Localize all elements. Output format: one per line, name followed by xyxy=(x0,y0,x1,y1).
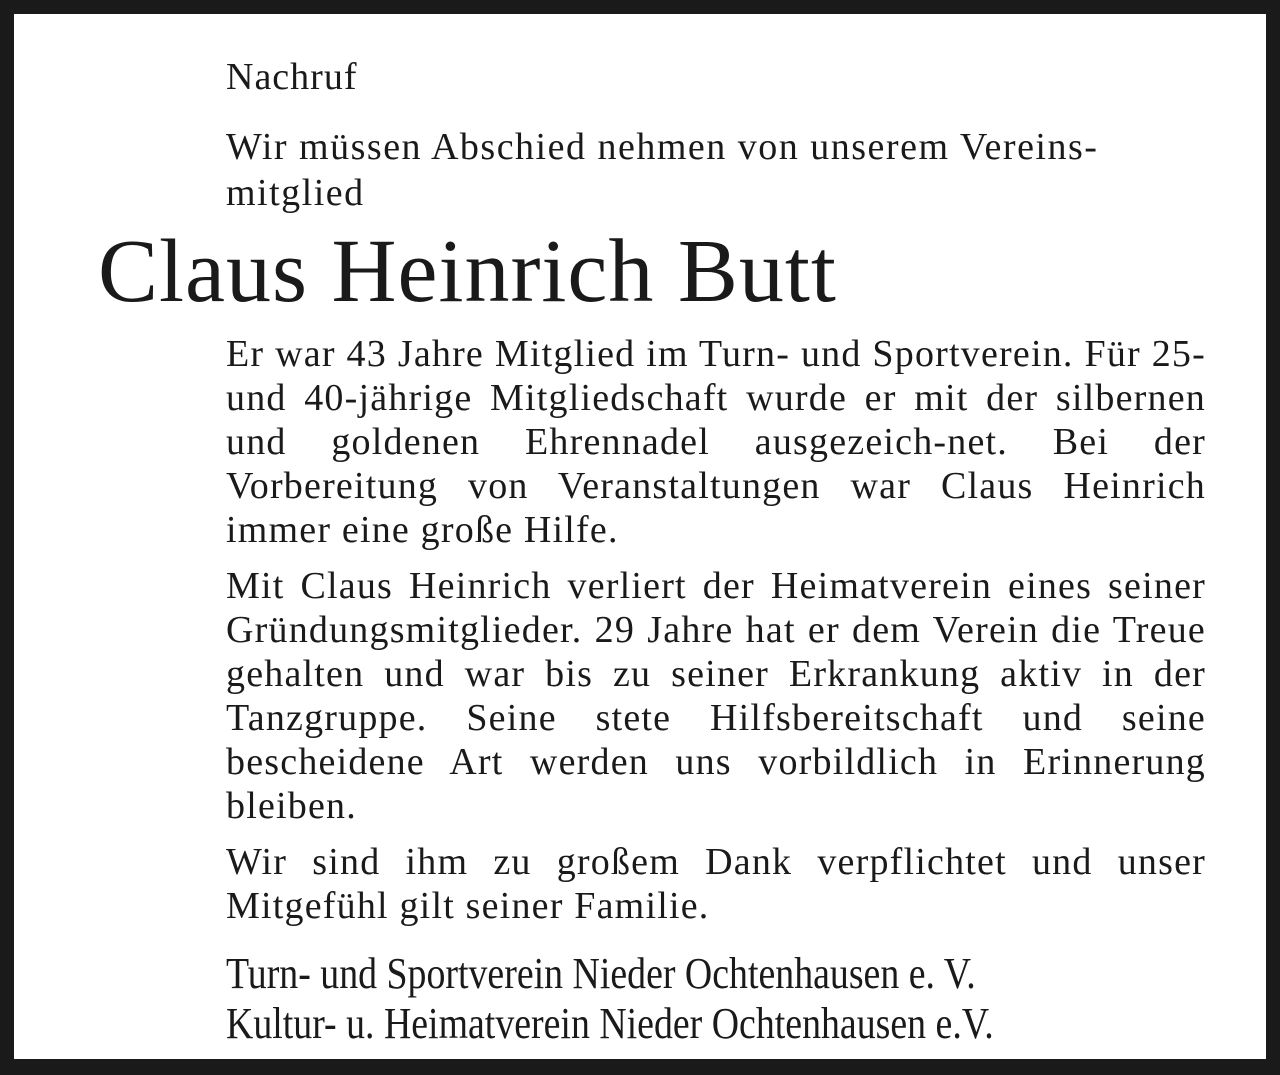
notice-intro: Wir müssen Abschied nehmen von unserem Vereins-mitglied xyxy=(226,126,1099,214)
paragraph-heritage-club: Mit Claus Heinrich verliert der Heimatverein eines seiner Gründungsmitglieder. 29 Jahre hat er dem Verein die Treue gehalten und war bis zu seiner Erkrankung aktiv in der Tanzgruppe. Seine stete Hilfsbereitschaft und seine bescheidene Art werden uns vorbildlich in Erinnerung bleiben. xyxy=(226,565,1206,827)
notice-heading: Nachruf xyxy=(226,56,358,98)
deceased-name: Claus Heinrich Butt xyxy=(98,222,837,321)
signature-sports-club: Turn- und Sportverein Nieder Ochtenhausen e. V. xyxy=(226,949,976,998)
paragraph-gratitude: Wir sind ihm zu großem Dank verpflichtet und unser Mitgefühl gilt seiner Familie. xyxy=(226,841,1206,927)
signature-heritage-club: Kultur- u. Heimatverein Nieder Ochtenhausen e.V. xyxy=(226,999,994,1048)
paragraph-sports-club: Er war 43 Jahre Mitglied im Turn- und Sportverein. Für 25- und 40-jährige Mitgliedschaft wurde er mit der silbernen und goldenen Ehrennadel ausgezeich-net. Bei der Vorbereitung von Veranstaltungen war Claus Heinrich immer eine große Hilfe. xyxy=(226,333,1206,551)
